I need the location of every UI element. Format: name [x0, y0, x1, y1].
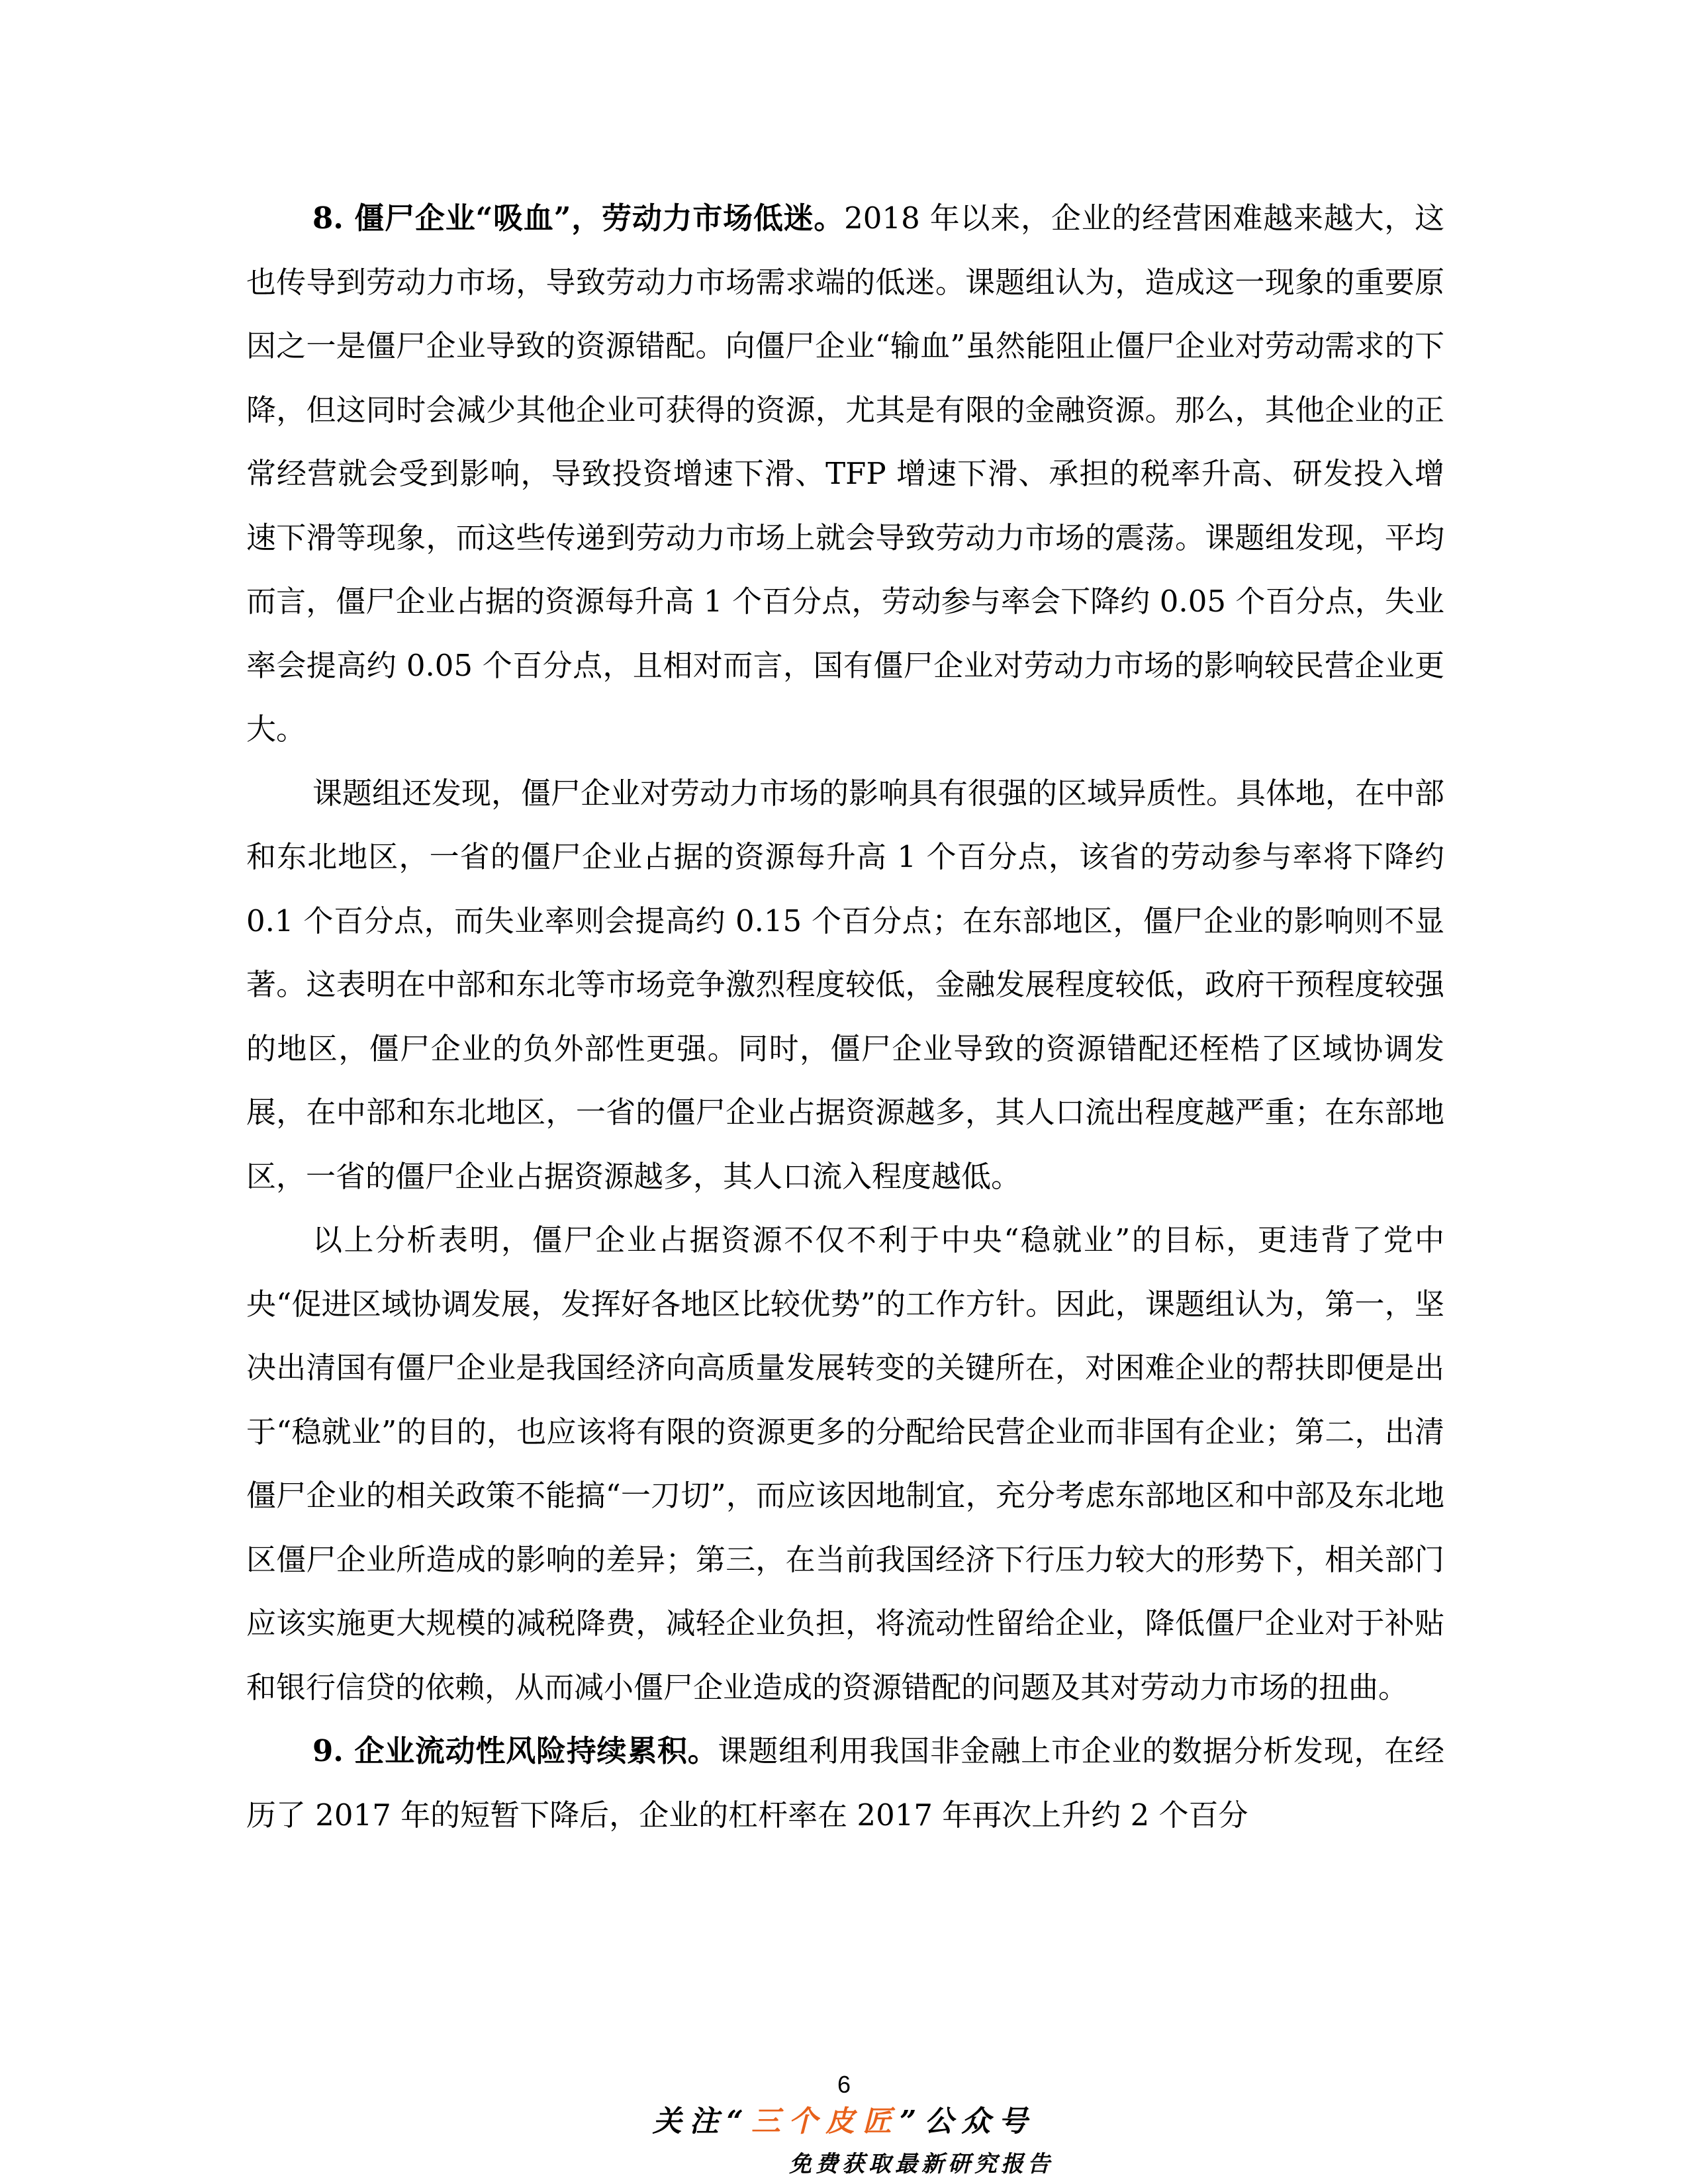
paragraph-liquidity-risk: [246, 1719, 1444, 1847]
footer-suffix: ”公众号: [900, 2105, 1036, 2138]
footer-prefix: 关注“: [652, 2105, 751, 2138]
footer-promo: [0, 2103, 1688, 2140]
section-heading-9: 9. 企业流动性风险持续累积。: [312, 1733, 718, 1768]
footer-subtitle: 免费获取最新研究报告: [789, 2151, 1054, 2177]
body-text: [246, 187, 1444, 1847]
paragraph-text: 课题组还发现，僵尸企业对劳动力市场的影响具有很强的区域异质性。具体地，在中部和东北地区，一省的僵尸企业占据的资源每升高 1 个百分点，该省的劳动参与率将下降约 0.1 个百分点，而失业率则会提高约 0.15 个百分点；在东部地区，僵尸企业的影响则不显著。这表明在中部和东北等市场竞争激烈程度较低，金融发展程度较低，政府干预程度较强的地区，僵尸企业的负外部性更强。同时，僵尸企业导致的资源错配还桎梏了区域协调发展，在中部和东北地区，一省的僵尸企业占据资源越多，其人口流出程度越严重；在东部地区，一省的僵尸企业占据资源越多，其人口流入程度越低。: [246, 775, 1445, 1194]
footer-brand: 三个皮匠: [751, 2105, 900, 2138]
paragraph-regional-heterogeneity: [246, 762, 1444, 1209]
paragraph-text: 以上分析表明，僵尸企业占据资源不仅不利于中央“稳就业”的目标，更违背了党中央“促进区域协调发展，发挥好各地区比较优势”的工作方针。因此，课题组认为，第一，坚决出清国有僵尸企业是我国经济向高质量发展转变的关键所在，对困难企业的帮扶即便是出于“稳就业”的目的，也应该将有限的资源更多的分配给民营企业而非国有企业；第二，出清僵尸企业的相关政策不能搞“一刀切”，而应该因地制宜，充分考虑东部地区和中部及东北地区僵尸企业所造成的影响的差异；第三，在当前我国经济下行压力较大的形势下，相关部门应该实施更大规模的减税降费，减轻企业负担，将流动性留给企业，降低僵尸企业对于补贴和银行信贷的依赖，从而减小僵尸企业造成的资源错配的问题及其对劳动力市场的扭曲。: [246, 1222, 1444, 1705]
paragraph-zombie-firms: [246, 187, 1444, 762]
paragraph-text: 课题组利用我国非金融上市企业的数据分析发现，在经历了 2017 年的短暂下降后，企业的杠杆率在 2017 年再次上升约 2 个百分: [246, 1733, 1444, 1833]
section-heading-8: 8. 僵尸企业“吸血”，劳动力市场低迷。: [312, 201, 845, 236]
paragraph-policy-recommendations: [246, 1208, 1444, 1719]
page-number: 6: [837, 2071, 851, 2098]
paragraph-text: 2018 年以来，企业的经营困难越来越大，这也传导到劳动力市场，导致劳动力市场需求端的低迷。课题组认为，造成这一现象的重要原因之一是僵尸企业导致的资源错配。向僵尸企业“输血”虽然能阻止僵尸企业对劳动需求的下降，但这同时会减少其他企业可获得的资源，尤其是有限的金融资源。那么，其他企业的正常经营就会受到影响，导致投资增速下滑、TFP 增速下滑、承担的税率升高、研发投入增速下滑等现象，而这些传递到劳动力市场上就会导致劳动力市场的震荡。课题组发现，平均而言，僵尸企业占据的资源每升高 1 个百分点，劳动参与率会下降约 0.05 个百分点，失业率会提高约 0.05 个百分点，且相对而言，国有僵尸企业对劳动力市场的影响较民营企业更大。: [246, 201, 1444, 747]
